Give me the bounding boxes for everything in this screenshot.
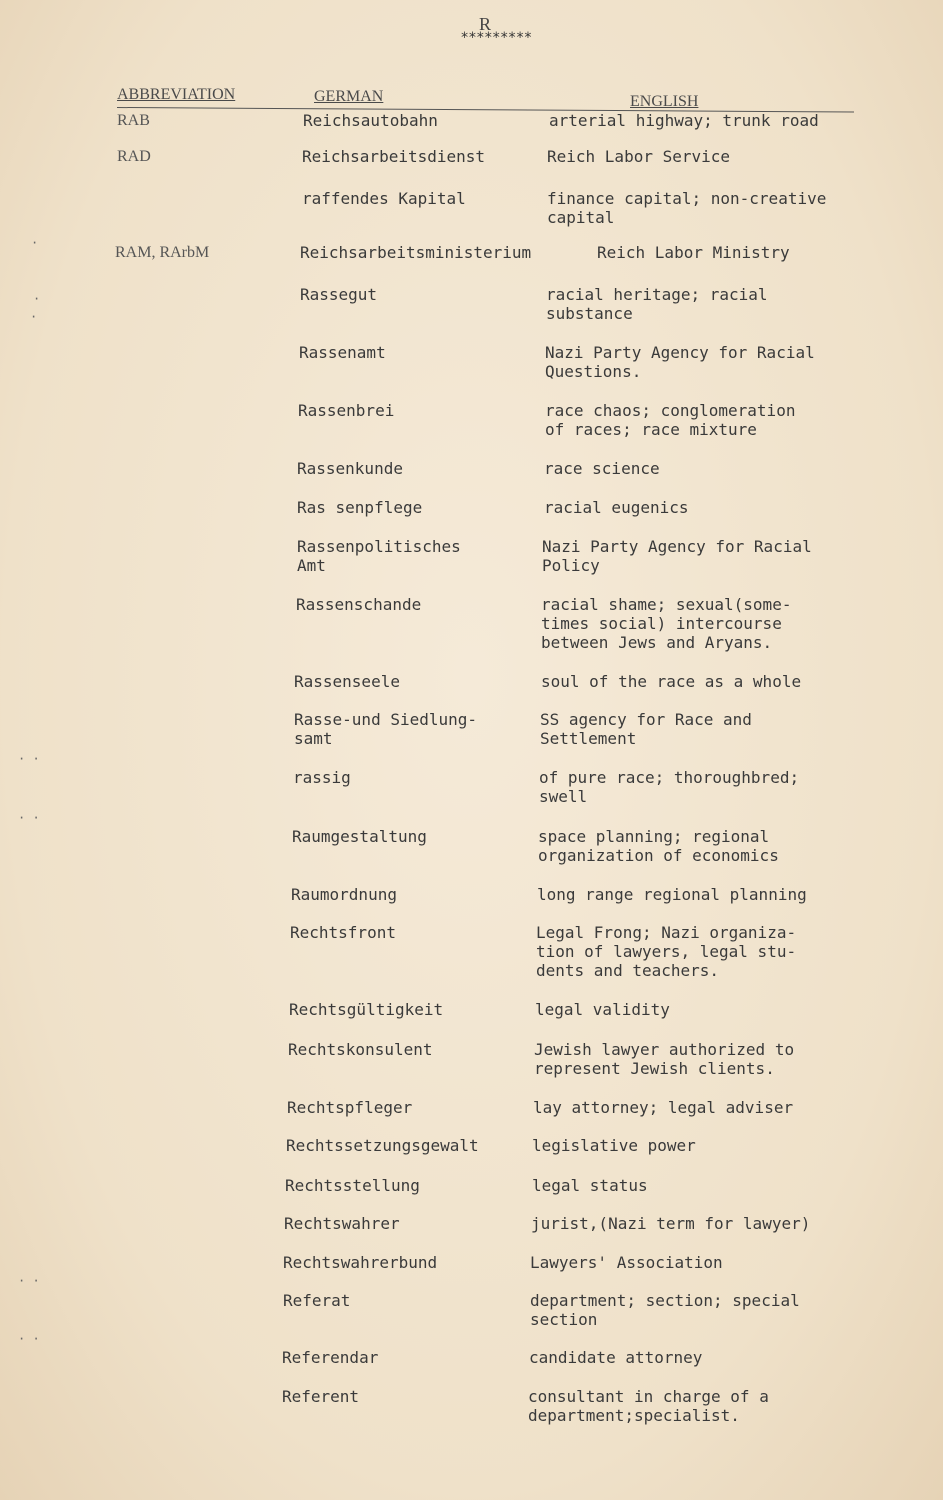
entry-german: Referat [283,1291,351,1310]
entry-german: Rassenbrei [298,401,395,420]
entry-english: finance capital; non-creative capital [547,189,827,227]
entry-abbreviation: RAB [117,112,150,129]
margin-dot: · [33,292,41,306]
entry-english: Lawyers' Association [530,1253,723,1272]
entry-german: Rechtsstellung [285,1176,420,1195]
entry-english: consultant in charge of a department;specialist. [528,1387,769,1425]
entry-english: arterial highway; trunk road [549,111,819,130]
column-header-abbreviation: ABBREVIATION [117,86,236,103]
entry-english: long range regional planning [537,885,807,904]
margin-dot: · [30,310,38,324]
margin-dot: · · [18,752,40,766]
entry-english: race chaos; conglomeration of races; race mixture [545,401,796,439]
entry-english: Reich Labor Ministry [597,243,790,262]
entry-english: Legal Frong; Nazi organiza- tion of lawyers, legal stu- dents and teachers. [536,923,797,980]
entry-german: Rassenpolitisches Amt [297,537,461,575]
margin-dot: · · [18,1332,40,1346]
entry-german: Rechtssetzungsgewalt [286,1136,479,1155]
entry-german: Rassenamt [299,343,386,362]
margin-dot: · [31,236,39,250]
entry-german: Rechtskonsulent [288,1040,433,1059]
entry-english: lay attorney; legal adviser [533,1098,794,1117]
entry-german: Rassenschande [296,595,422,614]
entry-german: Raumgestaltung [292,827,427,846]
entry-german: raffendes Kapital [302,189,466,208]
entry-english: legal validity [535,1000,670,1019]
section-divider-stars: ********* [460,30,532,46]
entry-german: Rasse-und Siedlung- samt [294,710,478,748]
entry-german: Raumordnung [291,885,397,904]
section-letter: R [478,14,491,34]
entry-german: Referent [282,1387,360,1406]
entry-german: Rechtswahrerbund [283,1253,438,1272]
entry-english: legal status [532,1176,648,1195]
column-header-german: GERMAN [314,88,384,105]
entry-german: Reichsautobahn [303,111,438,130]
entry-abbreviation: RAM, RArbM [115,244,210,261]
entry-german: Rassegut [300,285,378,304]
entry-german: Rechtsfront [290,923,396,942]
entry-english: Nazi Party Agency for Racial Questions. [545,343,815,381]
entry-abbreviation: RAD [117,148,151,165]
entry-german: Referendar [282,1348,379,1367]
entry-german: Rassenseele [294,672,400,691]
margin-dot: · · [18,1274,40,1288]
entry-english: legislative power [532,1136,696,1155]
entry-english: space planning; regional organization of economics [538,827,779,865]
column-header-english: ENGLISH [630,93,699,110]
entry-german: Rechtsgültigkeit [289,1000,444,1019]
entry-german: Reichsarbeitsdienst [302,147,486,166]
entry-english: of pure race; thoroughbred; swell [539,768,800,806]
entry-english: Nazi Party Agency for Racial Policy [542,537,812,575]
margin-dot: · · [18,811,40,825]
entry-english: soul of the race as a whole [541,672,802,691]
entry-german: Rassenkunde [297,459,403,478]
entry-english: candidate attorney [529,1348,703,1367]
entry-german: Reichsarbeitsministerium [300,243,532,262]
entry-english: department; section; special section [530,1291,800,1329]
entry-english: Jewish lawyer authorized to represent Jewish clients. [534,1040,795,1078]
entry-english: jurist,(Nazi term for lawyer) [531,1214,811,1233]
entry-english: racial shame; sexual(some- times social) intercourse between Jews and Aryans. [541,595,792,652]
entry-english: racial heritage; racial substance [546,285,768,323]
entry-german: Rechtswahrer [284,1214,400,1233]
entry-german: Rechtspfleger [287,1098,413,1117]
entry-english: racial eugenics [544,498,689,517]
entry-english: Reich Labor Service [547,147,731,166]
entry-german: rassig [293,768,351,787]
entry-english: SS agency for Race and Settlement [540,710,752,748]
entry-german: Ras senpflege [297,498,423,517]
entry-english: race science [544,459,660,478]
